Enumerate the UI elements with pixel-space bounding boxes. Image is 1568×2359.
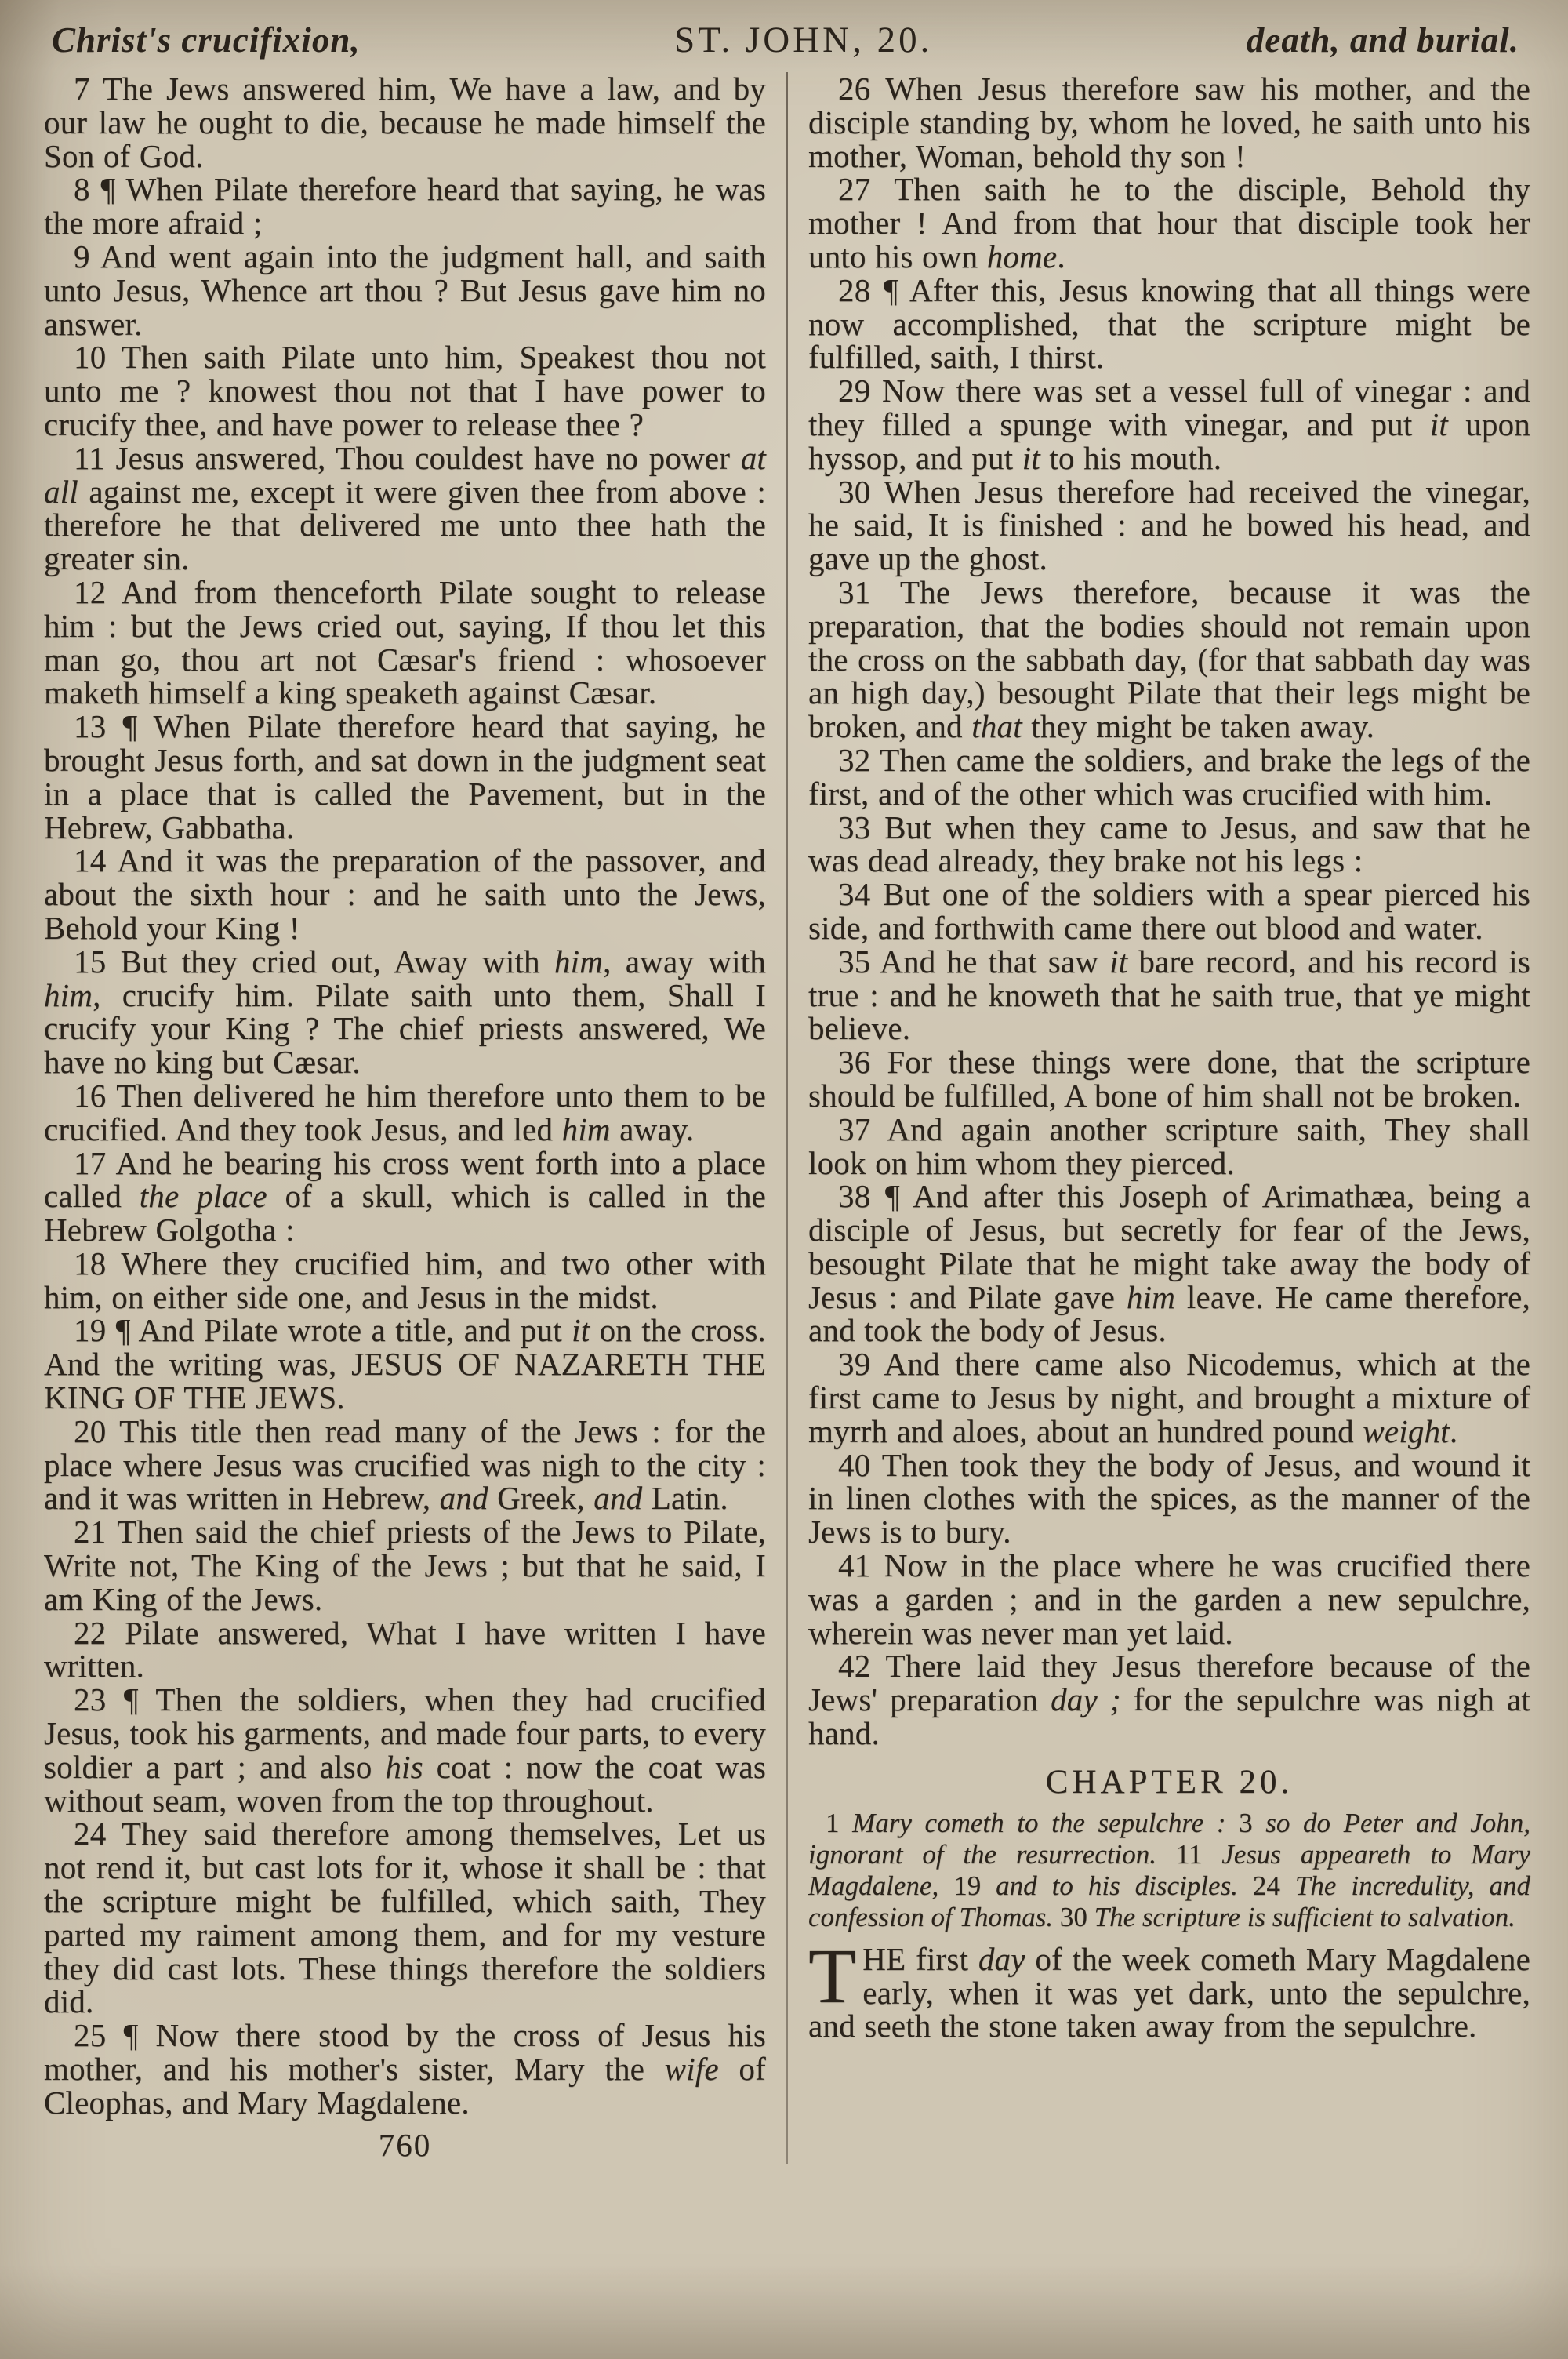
column-left-verses	[44, 72, 766, 2120]
summary-verse-number: 19	[953, 1870, 982, 1901]
verse: 38 ¶ And after this Joseph of Arimathæa, being a disciple of Jesus, but secretly for fear of the Jews, besought Pilate that he might take away the body of Jesus : and Pilate gave him leave. He came therefore, and took the body of Jesus.	[808, 1178, 1530, 1349]
verse: 24 They said therefore among themselves, Let us not rend it, but cast lots for it, whose it shall be : that the scripture might be fulfilled, which saith, They parted my raiment among them, and for my vesture they did cast lots. These things therefore the soldiers did.	[44, 1816, 766, 2020]
verse: 14 And it was the preparation of the passover, and about the sixth hour : and he saith unto the Jews, Behold your King !	[44, 842, 766, 946]
verse: 22 Pilate answered, What I have written I have written.	[44, 1614, 766, 1685]
summary-verse-number: 24	[1252, 1870, 1280, 1901]
verse: 7 The Jews answered him, We have a law, and by our law he ought to die, because he made himself the Son of God.	[44, 71, 766, 174]
text-columns	[44, 72, 1530, 2164]
summary-verse-number: 11	[1175, 1838, 1203, 1870]
verse: 30 When Jesus therefore had received the vinegar, he said, It is finished : and he bowed his head, and gave up the ghost.	[808, 473, 1530, 577]
verse: 12 And from thenceforth Pilate sought to release him : but the Jews cried out, saying, If thou let this man go, thou art not Cæsar's friend : whosoever maketh himself a king speaketh against Cæsar.	[44, 573, 766, 711]
supplied-word: him	[1126, 1278, 1176, 1315]
supplied-word: weight	[1363, 1412, 1450, 1449]
verse: 18 Where they crucified him, and two other with him, on either side one, and Jesus in the midst.	[44, 1245, 766, 1315]
supplied-word: his	[385, 1748, 423, 1785]
supplied-word: him	[554, 943, 604, 980]
supplied-word: him	[44, 976, 93, 1013]
column-left	[44, 72, 786, 2164]
running-head-left: Christ's crucifixion,	[52, 20, 361, 60]
supplied-word: at all	[44, 439, 766, 510]
verse: 39 And there came also Nicodemus, which at the first came to Jesus by night, and brought a mixture of myrrh and aloes, about an hundred pound weight.	[808, 1346, 1530, 1449]
column-right	[788, 72, 1530, 2164]
opening-verse	[808, 1932, 1530, 2045]
verse: 26 When Jesus therefore saw his mother, and the disciple standing by, whom he loved, he saith unto his mother, Woman, behold thy son !	[808, 71, 1530, 174]
supplied-word: and	[593, 1480, 643, 1517]
verse: 23 ¶ Then the soldiers, when they had crucified Jesus, took his garments, and made four parts, to every soldier a part ; and also his coat : now the coat was without seam, woven from the top throughout.	[44, 1681, 766, 1819]
opening-verse-text: first day of the week cometh Mary Magdalene early, when it was yet dark, unto the sepulchre, and seeth the stone taken away from the sepulchre.	[808, 1940, 1530, 2045]
drop-cap: T	[808, 1932, 857, 2019]
summary-verse-number: 3	[1239, 1807, 1253, 1838]
supplied-word: day ;	[1051, 1681, 1121, 1718]
verse: 35 And he that saw it bare record, and his record is true : and he knoweth that he saith true, that ye might believe.	[808, 943, 1531, 1047]
chapter-heading: CHAPTER 20.	[1045, 1763, 1294, 1801]
verse: 36 For these things were done, that the scripture should be fulfilled, A bone of him shall not be broken.	[808, 1044, 1530, 1114]
verse: 33 But when they came to Jesus, and saw that he was dead already, they brake not his legs :	[808, 809, 1530, 879]
verse: 29 Now there was set a vessel full of vinegar : and they filled a spunge with vinegar, and put it upon hyssop, and put it to his mouth.	[808, 373, 1531, 476]
verse: 10 Then saith Pilate unto him, Speakest thou not unto me ? knowest thou not that I have power to crucify thee, and have power to release thee ?	[44, 339, 766, 442]
verse: 8 ¶ When Pilate therefore heard that saying, he was the more afraid ;	[44, 171, 766, 242]
running-head-right: death, and burial.	[1246, 20, 1519, 60]
verse: 27 Then saith he to the disciple, Behold thy mother ! And from that hour that disciple took her unto his own home.	[808, 171, 1530, 274]
supplied-word: it	[1109, 943, 1128, 980]
verse: 16 Then delivered he him therefore unto them to be crucified. And they took Jesus, and led him away.	[44, 1077, 766, 1147]
verse: 9 And went again into the judgment hall, and saith unto Jesus, Whence art thou ? But Jesus gave him no answer.	[44, 238, 766, 342]
running-head	[44, 14, 1530, 72]
verse: 15 But they cried out, Away with him, away with him, crucify him. Pilate saith unto them, Shall I crucify your King ? The chief priests answered, We have no king but Cæsar.	[44, 943, 766, 1081]
chapter-summary: 1 Mary cometh to the sepulchre : 3 so do Peter and John, ignorant of the resurrection. 11 Jesus appeareth to Mary Magdalene, 19 and to his disciples. 24 The incredulity, and confession of Thomas. 30 The scripture is sufficient to salvation.	[808, 1807, 1530, 1932]
page-number: 760	[378, 2126, 432, 2163]
supplied-word: and	[439, 1480, 488, 1517]
verse: 32 Then came the soldiers, and brake the legs of the first, and of the other which was crucified with him.	[808, 741, 1530, 812]
running-head-center: ST. JOHN, 20.	[674, 20, 933, 60]
opening-cap-rest: HE	[862, 1940, 906, 1977]
column-right-verses	[808, 72, 1530, 1750]
verse: 42 There laid they Jesus therefore because of the Jews' preparation day ; for the sepulchre was nigh at hand.	[808, 1648, 1530, 1752]
verse: 13 ¶ When Pilate therefore heard that saying, he brought Jesus forth, and sat down in the judgment seat in a place that is called the Pavement, but in the Hebrew, Gabbatha.	[44, 708, 766, 845]
supplied-word: it	[572, 1312, 590, 1349]
verse: 11 Jesus answered, Thou couldest have no power at all against me, except it were given thee from above : therefore he that delivered me unto thee hath the greater sin.	[44, 439, 766, 577]
verse: 21 Then said the chief priests of the Jews to Pilate, Write not, The King of the Jews ; but that he said, I am King of the Jews.	[44, 1514, 766, 1617]
summary-verse-number: 1	[826, 1807, 840, 1838]
supplied-word: home	[986, 238, 1058, 274]
verse: 31 The Jews therefore, because it was the preparation, that the bodies should not remain upon the cross on the sabbath day, (for that sabbath day was an high day,) besought Pilate that their legs might be broken, and that they might be taken away.	[808, 573, 1530, 745]
verse: 41 Now in the place where he was crucified there was a garden ; and in the garden a new sepulchre, wherein was never man yet laid.	[808, 1547, 1530, 1651]
supplied-word: the place	[139, 1178, 267, 1215]
verse: 34 But one of the soldiers with a spear pierced his side, and forthwith came there out blood and water.	[808, 876, 1530, 946]
verse: 19 ¶ And Pilate wrote a title, and put it on the cross. And the writing was, JESUS OF NAZARETH THE KING OF THE JEWS.	[44, 1312, 767, 1416]
supplied-word: wife	[664, 2051, 719, 2088]
supplied-word: it	[1429, 405, 1448, 442]
verse: 20 This title then read many of the Jews : for the place where Jesus was crucified was nigh to the city : and it was written in Hebrew, and Greek, and Latin.	[44, 1412, 766, 1517]
verse: 28 ¶ After this, Jesus knowing that all things were now accomplished, that the scripture might be fulfilled, saith, I thirst.	[808, 271, 1530, 376]
supplied-word: him	[561, 1110, 611, 1147]
verse: 40 Then took they the body of Jesus, and wound it in linen clothes with the spices, as the manner of the Jews is to bury.	[808, 1446, 1530, 1550]
supplied-word: that	[971, 708, 1022, 745]
verse: 25 ¶ Now there stood by the cross of Jesus his mother, and his mother's sister, Mary the wife of Cleophas, and Mary Magdalene.	[44, 2017, 766, 2121]
supplied-word: day	[978, 1940, 1025, 1977]
verse: 37 And again another scripture saith, They shall look on him whom they pierced.	[808, 1110, 1530, 1181]
verse: 17 And he bearing his cross went forth into a place called the place of a skull, which is called in the Hebrew Golgotha :	[44, 1144, 766, 1249]
supplied-word: it	[1022, 439, 1040, 476]
summary-verse-number: 30	[1059, 1901, 1087, 1932]
